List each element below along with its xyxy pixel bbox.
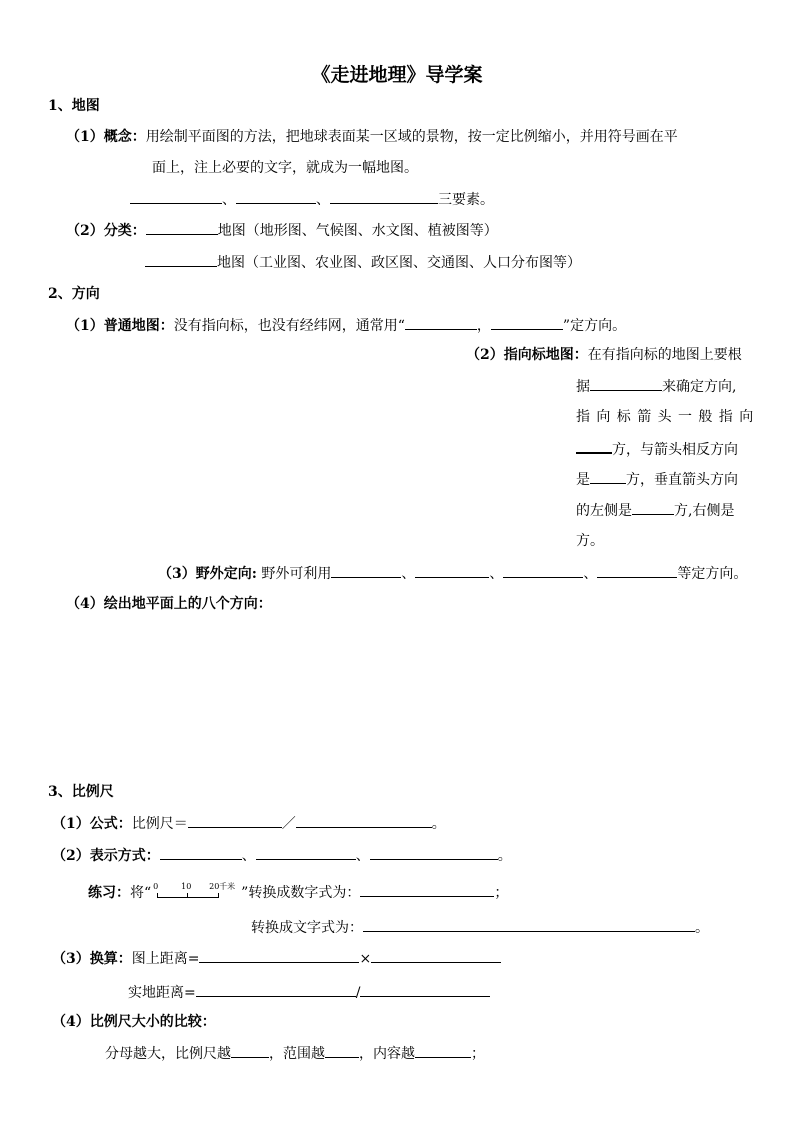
map-element-blank-3[interactable] — [330, 189, 438, 204]
section-direction-heading: 2、方向 — [48, 286, 100, 302]
classification-label: （2）分类： — [66, 223, 146, 239]
three-elements-text: 三要素。 — [438, 192, 494, 208]
field-method-blank-1[interactable] — [331, 563, 401, 578]
scale-forms-label: （2）表示方式： — [52, 848, 160, 864]
map-distance-blank-2[interactable] — [371, 948, 501, 963]
comparison-range-blank[interactable] — [325, 1043, 359, 1058]
classification-blank-1[interactable] — [146, 220, 218, 235]
general-map-blank-1[interactable] — [405, 315, 477, 330]
compass-basis-blank[interactable] — [590, 376, 662, 391]
three-elements-line: 、 、 三要素。 — [130, 189, 494, 210]
concept-line-1 — [66, 127, 678, 147]
compass-map-line-3: 指向标箭头一般指向 — [576, 409, 760, 425]
compass-map-label: （2）指向标地图： — [466, 347, 588, 363]
field-method-blank-2[interactable] — [415, 563, 489, 578]
general-map-line: （1）普通地图：没有指向标，也没有经纬网，通常用“ ， ”定方向。 — [66, 315, 626, 336]
scale-comparison-line: 分母越大，比例尺越 ，范围越 ，内容越 ； — [105, 1043, 485, 1064]
line-scale-graphic: 0 10 20 千米 — [151, 882, 241, 902]
practice-label: 练习： — [88, 885, 130, 901]
classification-text-2: 地图（工业图、农业图、政区图、交通图、人口分布图等） — [217, 255, 581, 271]
real-distance-blank-2[interactable] — [360, 982, 490, 997]
concept-label: （1）概念： — [66, 129, 146, 145]
arrow-direction-blank[interactable] — [576, 438, 612, 454]
classification-blank-2[interactable] — [145, 252, 217, 267]
left-direction-blank[interactable] — [632, 500, 674, 515]
scale-form-blank-3[interactable] — [370, 845, 498, 860]
text-scale-blank[interactable] — [363, 917, 695, 932]
scale-comparison-heading: （4）比例尺大小的比较： — [52, 1014, 216, 1030]
general-map-blank-2[interactable] — [491, 315, 563, 330]
compass-map-line-2: 据 来确定方向, — [576, 376, 736, 397]
formula-denominator-blank[interactable] — [296, 813, 432, 828]
map-element-blank-1[interactable] — [130, 189, 222, 204]
practice-line-2: 转换成文字式为： 。 — [251, 917, 709, 938]
compass-map-line-7: 方。 — [576, 533, 604, 549]
scale-forms-line: （2）表示方式： 、 、 。 — [52, 845, 512, 866]
opposite-direction-blank[interactable] — [590, 469, 626, 484]
scale-formula-label: （1）公式： — [52, 816, 132, 832]
numeric-scale-blank[interactable] — [360, 882, 494, 897]
map-distance-blank-1[interactable] — [199, 948, 359, 963]
conversion-line-2: 实地距离= / — [128, 982, 490, 1003]
compass-map-line-4: 方，与箭头相反方向 — [576, 438, 738, 460]
classification-line-2 — [145, 252, 581, 273]
formula-numerator-blank[interactable] — [188, 813, 282, 828]
field-orientation-label: （3）野外定向: — [158, 566, 257, 582]
compass-map-line-1: （2）指向标地图：在有指向标的地图上要根 — [466, 347, 742, 363]
field-orientation-line: （3）野外定向: 野外可利用 、 、 、 等定方向。 — [158, 563, 747, 584]
classification-text-1: 地图（地形图、气候图、水文图、植被图等） — [217, 223, 498, 239]
field-method-blank-4[interactable] — [597, 563, 677, 578]
general-map-label: （1）普通地图： — [66, 318, 174, 334]
scale-form-blank-2[interactable] — [256, 845, 356, 860]
real-distance-blank-1[interactable] — [196, 982, 356, 997]
section-scale-heading: 3、比例尺 — [48, 784, 114, 800]
conversion-line-1: （3）换算：图上距离= × — [52, 948, 501, 969]
page-title: 《走进地理》导学案 — [311, 64, 483, 86]
concept-text-1: 用绘制平面图的方法，把地球表面某一区域的景物，按一定比例缩小，并用符号画在平 — [145, 129, 678, 145]
scale-formula-line: （1）公式：比例尺＝ ／ 。 — [52, 813, 446, 834]
comparison-content-blank[interactable] — [415, 1043, 471, 1058]
section-map-heading: 1、地图 — [48, 98, 100, 114]
practice-line-1: 练习：将“ 0 10 20 千米 ”转换成数字式为： ； — [88, 882, 509, 901]
eight-directions-prompt: （4）绘出地平面上的八个方向： — [66, 596, 272, 612]
compass-map-line-5: 是 方，垂直箭头方向 — [576, 469, 738, 490]
scale-bar — [157, 893, 219, 898]
field-method-blank-3[interactable] — [503, 563, 583, 578]
conversion-label: （3）换算： — [52, 951, 132, 967]
scale-form-blank-1[interactable] — [160, 845, 242, 860]
compass-map-line-6: 的左侧是 方,右侧是 — [576, 500, 734, 521]
map-element-blank-2[interactable] — [236, 189, 316, 204]
concept-line-2: 面上，注上必要的文字，就成为一幅地图。 — [152, 160, 418, 176]
classification-line-1 — [66, 220, 498, 241]
comparison-scale-blank[interactable] — [231, 1043, 269, 1058]
